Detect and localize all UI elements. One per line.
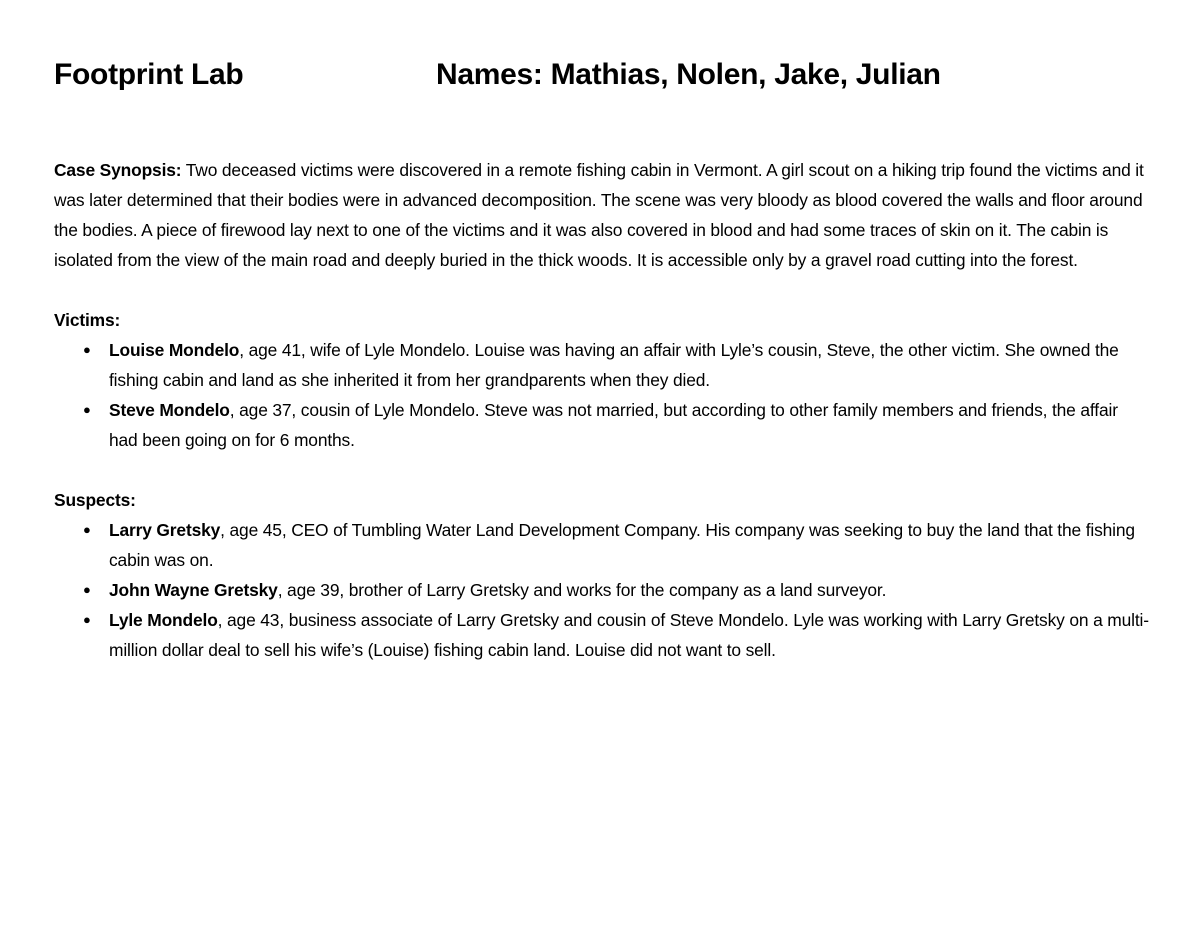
suspect-name: Lyle Mondelo xyxy=(109,610,218,630)
victim-description: , age 41, wife of Lyle Mondelo. Louise was having an affair with Lyle’s cousin, Steve, the other victim. She owned the fishing cabin and land as she inherited it from her grandparents when they died. xyxy=(109,340,1119,390)
case-synopsis-text: Two deceased victims were discovered in a remote fishing cabin in Vermont. A girl scout on a hiking trip found the victims and it was later determined that their bodies were in advanced decomposition. The scene was very bloody as blood covered the walls and floor around the bodies. A piece of firewood lay next to one of the victims and it was also covered in blood and had some traces of skin on it. The cabin is isolated from the view of the main road and deeply buried in the thick woods. It is accessible only by a gravel road cutting into the forest. xyxy=(54,160,1144,270)
list-item xyxy=(54,335,1149,395)
suspects-section xyxy=(54,485,1149,665)
victim-name: Steve Mondelo xyxy=(109,400,230,420)
list-item xyxy=(54,605,1149,665)
case-synopsis xyxy=(54,155,1149,275)
case-synopsis-label: Case Synopsis: xyxy=(54,160,182,180)
suspect-name: John Wayne Gretsky xyxy=(109,580,278,600)
suspects-list xyxy=(54,515,1149,665)
victims-heading: Victims: xyxy=(54,310,121,330)
suspect-name: Larry Gretsky xyxy=(109,520,221,540)
document-header xyxy=(54,58,1154,102)
bullet-icon: ● xyxy=(83,582,91,597)
document-title: Footprint Lab xyxy=(54,58,244,91)
list-item xyxy=(54,395,1149,455)
list-item xyxy=(54,515,1149,575)
victim-description: , age 37, cousin of Lyle Mondelo. Steve was not married, but according to other family members and friends, the affair had been going on for 6 months. xyxy=(109,400,1118,450)
victim-name: Louise Mondelo xyxy=(109,340,240,360)
bullet-icon: ● xyxy=(83,342,91,357)
victims-section xyxy=(54,305,1149,455)
student-names: Names: Mathias, Nolen, Jake, Julian xyxy=(436,58,941,91)
suspects-heading: Suspects: xyxy=(54,490,136,510)
suspect-description: , age 45, CEO of Tumbling Water Land Development Company. His company was seeking to buy the land that the fishing cabin was on. xyxy=(109,520,1135,570)
list-item xyxy=(54,575,1149,605)
bullet-icon: ● xyxy=(83,522,91,537)
suspect-description: , age 43, business associate of Larry Gretsky and cousin of Steve Mondelo. Lyle was working with Larry Gretsky on a multi-million dollar deal to sell his wife’s (Louise) fishing cabin land. Louise did not want to sell. xyxy=(109,610,1149,660)
victims-list xyxy=(54,335,1149,455)
suspect-description: , age 39, brother of Larry Gretsky and works for the company as a land surveyor. xyxy=(277,580,887,600)
document-body xyxy=(54,155,1149,665)
bullet-icon: ● xyxy=(83,612,91,627)
bullet-icon: ● xyxy=(83,402,91,417)
